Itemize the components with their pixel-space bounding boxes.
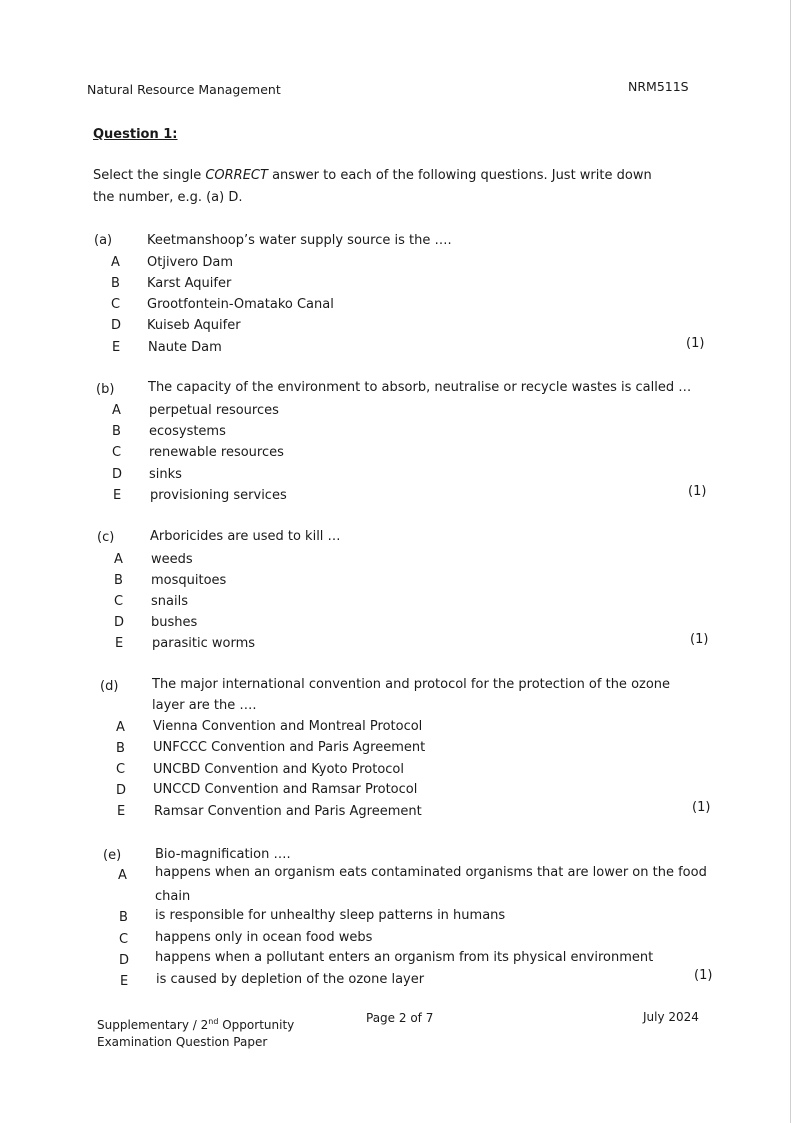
option-text: is responsible for unhealthy sleep patterns in humans: [155, 908, 506, 923]
option-text: is caused by depletion of the ozone layer: [156, 972, 425, 987]
question-stem-line: The major international convention and protocol for the protection of the ozone: [152, 677, 671, 692]
marks: (1): [688, 484, 707, 499]
option-text: UNFCCC Convention and Paris Agreement: [153, 740, 426, 755]
option-text: happens when a pollutant enters an organism from its physical environment: [155, 950, 654, 965]
footer-exam-type: [97, 1013, 294, 1051]
option-letter: A: [114, 552, 123, 567]
option-letter: A: [111, 255, 120, 270]
question-stem: Keetmanshoop’s water supply source is the ….: [147, 233, 452, 248]
question-label: (e): [103, 848, 122, 863]
instructions-before: Select the single: [93, 168, 206, 183]
option-text: perpetual resources: [149, 403, 279, 418]
option-text: UNCBD Convention and Kyoto Protocol: [153, 762, 404, 777]
option-text: Vienna Convention and Montreal Protocol: [153, 719, 423, 734]
question-stem: Bio-magnification ….: [155, 847, 291, 862]
option-letter: A: [112, 403, 121, 418]
option-text: UNCCD Convention and Ramsar Protocol: [153, 782, 418, 797]
option-letter: D: [111, 318, 122, 333]
footer-line-1: [97, 1013, 294, 1034]
footer-line-1-before: Supplementary / 2: [97, 1018, 209, 1032]
option-letter: E: [117, 804, 126, 819]
marks: (1): [686, 336, 705, 351]
question-title: Question 1:: [93, 127, 178, 142]
option-letter: C: [112, 445, 122, 460]
option-text-line: chain: [155, 889, 191, 904]
question-label: (a): [94, 233, 113, 248]
marks: (1): [694, 968, 713, 983]
instructions-after: answer to each of the following questions. Just write down the number, e.g. (a) D.: [93, 168, 652, 205]
option-text: ecosystems: [149, 424, 226, 439]
option-text-line: happens when an organism eats contaminated organisms that are lower on the food: [155, 865, 707, 880]
footer-line-1-sup: nd: [208, 1017, 219, 1026]
option-letter: C: [111, 297, 121, 312]
option-text: Otjivero Dam: [147, 255, 234, 270]
option-letter: D: [119, 953, 130, 968]
question-label: (c): [97, 530, 115, 545]
option-text: sinks: [149, 467, 182, 482]
option-text: Kuiseb Aquifer: [147, 318, 241, 333]
option-letter: B: [111, 276, 120, 291]
instructions-emphasis: CORRECT: [205, 168, 268, 183]
question-stem-line: layer are the ….: [152, 698, 257, 713]
option-letter: D: [112, 467, 123, 482]
option-text: provisioning services: [150, 488, 287, 503]
question-label: (b): [96, 382, 115, 397]
instructions: [93, 165, 653, 209]
option-letter: E: [115, 636, 124, 651]
option-text: Ramsar Convention and Paris Agreement: [154, 804, 422, 819]
marks: (1): [690, 632, 709, 647]
option-letter: D: [114, 615, 125, 630]
option-text: weeds: [151, 552, 193, 567]
option-letter: A: [118, 868, 127, 883]
option-letter: C: [114, 594, 124, 609]
course-code: NRM511S: [628, 79, 689, 94]
option-letter: A: [116, 720, 125, 735]
option-text: bushes: [151, 615, 198, 630]
exam-date: July 2024: [643, 1010, 699, 1024]
scan-edge-line: [790, 0, 791, 1123]
option-letter: B: [112, 424, 121, 439]
page-number: Page 2 of 7: [366, 1011, 434, 1025]
option-letter: E: [112, 340, 121, 355]
question-stem: The capacity of the environment to absorb, neutralise or recycle wastes is called …: [148, 380, 692, 395]
option-letter: B: [116, 741, 125, 756]
course-title: Natural Resource Management: [87, 82, 281, 97]
option-letter: B: [119, 910, 128, 925]
option-letter: B: [114, 573, 123, 588]
option-letter: C: [119, 932, 129, 947]
option-text: happens only in ocean food webs: [155, 930, 373, 945]
marks: (1): [692, 800, 711, 815]
option-letter: C: [116, 762, 126, 777]
question-label: (d): [100, 679, 119, 694]
question-stem: Arboricides are used to kill …: [150, 529, 341, 544]
footer-line-1-after: Opportunity: [218, 1018, 295, 1032]
footer-line-2: Examination Question Paper: [97, 1035, 268, 1049]
option-text: Karst Aquifer: [147, 276, 232, 291]
option-text: mosquitoes: [151, 573, 227, 588]
option-text: Grootfontein-Omatako Canal: [147, 297, 334, 312]
option-letter: E: [113, 488, 122, 503]
option-letter: E: [120, 974, 129, 989]
option-text: snails: [151, 594, 188, 609]
option-text: renewable resources: [149, 445, 284, 460]
option-letter: D: [116, 783, 127, 798]
option-text: Naute Dam: [148, 340, 222, 355]
option-text: parasitic worms: [152, 636, 256, 651]
